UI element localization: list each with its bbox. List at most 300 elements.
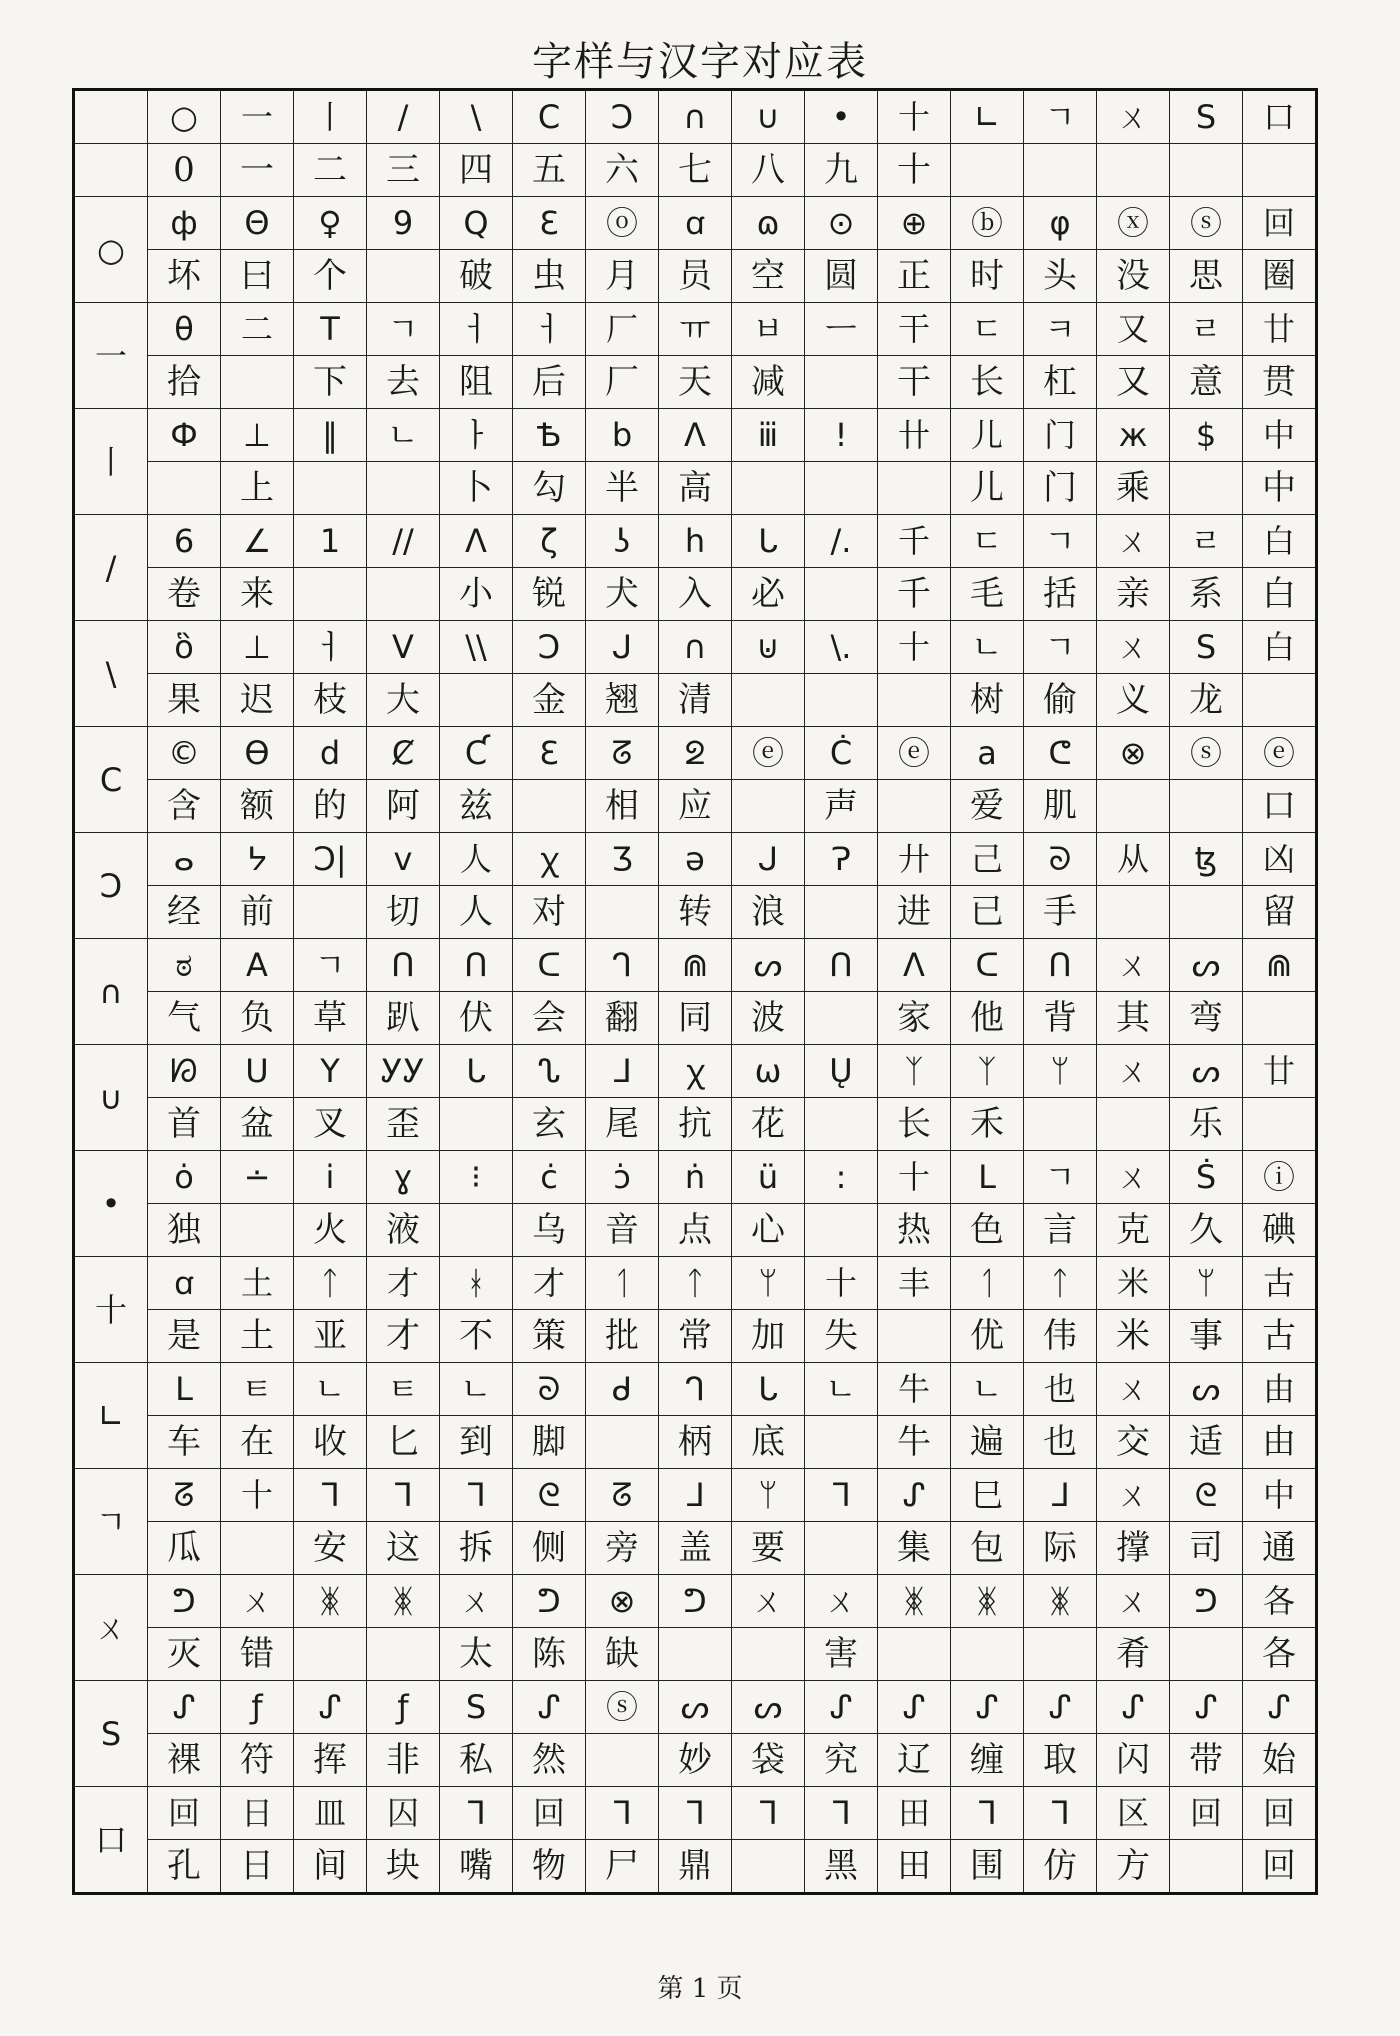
glyph-cell: 儿: [951, 409, 1024, 462]
glyph-cell: ㅓ: [440, 303, 513, 356]
hanzi-cell: [294, 462, 367, 515]
glyph-cell: ∪: [732, 90, 805, 144]
glyph-cell: 廿: [1243, 303, 1317, 356]
glyph-cell: ᔑ: [951, 1681, 1024, 1734]
hanzi-cell: 白: [1243, 568, 1317, 621]
hanzi-cell: [1170, 886, 1243, 939]
glyph-cell: ω: [732, 1045, 805, 1098]
glyph-cell: ㄴ: [951, 1363, 1024, 1416]
glyph-cell: Ċ: [805, 727, 878, 780]
glyph-cell: ᔕ: [1170, 1363, 1243, 1416]
hanzi-cell: [878, 780, 951, 833]
hanzi-cell: 毛: [951, 568, 1024, 621]
hanzi-cell: 亲: [1097, 568, 1170, 621]
glyph-cell: ṅ: [659, 1151, 732, 1204]
glyph-cell: ċ: [513, 1151, 586, 1204]
hanzi-cell: 月: [586, 250, 659, 303]
hanzi-cell: 适: [1170, 1416, 1243, 1469]
glyph-cell: ᛘ: [1170, 1257, 1243, 1310]
glyph-cell: 巳: [951, 1469, 1024, 1522]
hanzi-row: [74, 992, 1317, 1045]
glyph-cell: Ɔ: [586, 90, 659, 144]
glyph-cell: $: [1170, 409, 1243, 462]
glyph-cell: ü: [732, 1151, 805, 1204]
hanzi-cell: 久: [1170, 1204, 1243, 1257]
glyph-cell: ꜩ: [1170, 833, 1243, 886]
hanzi-cell: 花: [732, 1098, 805, 1151]
glyph-cell: ᒣ: [586, 1787, 659, 1840]
glyph-cell: 廿: [1243, 1045, 1317, 1098]
glyph-row: [74, 1787, 1317, 1840]
hanzi-cell: [805, 568, 878, 621]
glyph-row: [74, 939, 1317, 992]
glyph-cell: ᔑ: [1170, 1681, 1243, 1734]
hanzi-cell: 兹: [440, 780, 513, 833]
row-header-glyph: 丨: [74, 409, 148, 515]
glyph-cell: 中: [1243, 1469, 1317, 1522]
glyph-cell: Ų: [805, 1045, 878, 1098]
glyph-cell: 二: [221, 303, 294, 356]
glyph-cell: ᒍ: [732, 833, 805, 886]
glyph-cell: ᒣ: [659, 1787, 732, 1840]
hanzi-cell: 乐: [1170, 1098, 1243, 1151]
hanzi-cell: [805, 1416, 878, 1469]
glyph-cell: ᕤ: [513, 1575, 586, 1628]
hanzi-cell: 各: [1243, 1628, 1317, 1681]
hanzi-cell: 取: [1024, 1734, 1097, 1787]
hanzi-cell: 碘: [1243, 1204, 1317, 1257]
hanzi-cell: 卜: [440, 462, 513, 515]
glyph-cell: ㄨ: [1097, 1045, 1170, 1098]
hanzi-cell: 圈: [1243, 250, 1317, 303]
glyph-cell: ㅌ: [221, 1363, 294, 1416]
glyph-cell: ᛘ: [1024, 1045, 1097, 1098]
glyph-cell: ㅓ: [294, 621, 367, 674]
hanzi-cell: 安: [294, 1522, 367, 1575]
hanzi-cell: 拾: [148, 356, 221, 409]
glyph-cell: ㄨ: [805, 1575, 878, 1628]
glyph-cell: ㄨ: [440, 1575, 513, 1628]
hanzi-cell: 收: [294, 1416, 367, 1469]
glyph-row: [74, 1575, 1317, 1628]
glyph-cell: ɣ: [367, 1151, 440, 1204]
glyph-cell: ᘔ: [586, 1469, 659, 1522]
hanzi-cell: 没: [1097, 250, 1170, 303]
glyph-cell: 人: [440, 833, 513, 886]
hanzi-cell: 孔: [148, 1840, 221, 1894]
hanzi-cell: 音: [586, 1204, 659, 1257]
hanzi-cell: [221, 356, 294, 409]
glyph-cell: ƒ: [221, 1681, 294, 1734]
hanzi-row: [74, 1098, 1317, 1151]
hanzi-cell: 六: [586, 144, 659, 197]
glyph-row: [74, 833, 1317, 886]
hanzi-cell: 禾: [951, 1098, 1024, 1151]
glyph-cell: ㅓ: [513, 303, 586, 356]
glyph-cell: Ɂ: [805, 833, 878, 886]
hanzi-cell: 四: [440, 144, 513, 197]
row-header-glyph: C: [74, 727, 148, 833]
hanzi-cell: 旁: [586, 1522, 659, 1575]
glyph-cell: ɷ: [732, 197, 805, 250]
glyph-cell: ᒧ: [659, 1469, 732, 1522]
hanzi-cell: 挥: [294, 1734, 367, 1787]
glyph-cell: ᔑ: [1243, 1681, 1317, 1734]
glyph-cell: ᑕ: [513, 939, 586, 992]
hanzi-cell: 害: [805, 1628, 878, 1681]
hanzi-cell: 米: [1097, 1310, 1170, 1363]
glyph-cell: ζ: [513, 515, 586, 568]
hanzi-cell: [1170, 462, 1243, 515]
hanzi-cell: [1170, 1840, 1243, 1894]
hanzi-cell: 干: [878, 356, 951, 409]
hanzi-cell: 始: [1243, 1734, 1317, 1787]
hanzi-cell: 同: [659, 992, 732, 1045]
glyph-cell: ᛤ: [294, 1575, 367, 1628]
hanzi-cell: [951, 144, 1024, 197]
glyph-cell: ⊥: [221, 409, 294, 462]
glyph-cell: ᕤ: [659, 1575, 732, 1628]
glyph-cell: 土: [221, 1257, 294, 1310]
glyph-cell: Θ: [221, 197, 294, 250]
glyph-cell: ⓔ: [732, 727, 805, 780]
hanzi-cell: [148, 462, 221, 515]
glyph-cell: ᐱ: [878, 939, 951, 992]
glyph-cell: ⊍: [732, 621, 805, 674]
row-header-glyph: ○: [74, 197, 148, 303]
glyph-cell: Ƈ: [440, 727, 513, 780]
glyph-cell: Ɔ|: [294, 833, 367, 886]
hanzi-row: [74, 1204, 1317, 1257]
hanzi-cell: [1097, 144, 1170, 197]
glyph-cell: 白: [1243, 515, 1317, 568]
hanzi-cell: [367, 462, 440, 515]
hanzi-cell: [805, 1522, 878, 1575]
hanzi-cell: 思: [1170, 250, 1243, 303]
hanzi-cell: 符: [221, 1734, 294, 1787]
hanzi-cell: 括: [1024, 568, 1097, 621]
glyph-cell: T: [294, 303, 367, 356]
hanzi-cell: 匕: [367, 1416, 440, 1469]
glyph-cell: ㄱ: [1024, 621, 1097, 674]
hanzi-cell: 个: [294, 250, 367, 303]
hanzi-cell: 天: [659, 356, 732, 409]
glyph-cell: ᒉ: [586, 939, 659, 992]
glyph-cell: ᔑ: [1024, 1681, 1097, 1734]
glyph-cell: ㄨ: [1097, 1363, 1170, 1416]
hanzi-cell: 坏: [148, 250, 221, 303]
glyph-cell: ᘐ: [1024, 833, 1097, 886]
glyph-cell: 千: [878, 515, 951, 568]
hanzi-row: [74, 1628, 1317, 1681]
hanzi-cell: 时: [951, 250, 1024, 303]
glyph-cell: ᑎ: [440, 939, 513, 992]
glyph-cell: A: [221, 939, 294, 992]
hanzi-cell: 热: [878, 1204, 951, 1257]
glyph-cell: ᔕ: [1170, 939, 1243, 992]
glyph-cell: 回: [1243, 1787, 1317, 1840]
glyph-cell: Y: [294, 1045, 367, 1098]
hanzi-cell: 撑: [1097, 1522, 1170, 1575]
hanzi-cell: 九: [805, 144, 878, 197]
glyph-cell: ᔑ: [805, 1681, 878, 1734]
glyph-cell: 田: [878, 1787, 951, 1840]
glyph-cell: ⓢ: [1170, 197, 1243, 250]
hanzi-cell: 翘: [586, 674, 659, 727]
glyph-cell: ⊙: [805, 197, 878, 250]
hanzi-cell: 伏: [440, 992, 513, 1045]
hanzi-cell: 通: [1243, 1522, 1317, 1575]
glyph-cell: ᘐ: [513, 1363, 586, 1416]
glyph-cell: ⊥: [221, 621, 294, 674]
hanzi-cell: 集: [878, 1522, 951, 1575]
hanzi-cell: 虫: [513, 250, 586, 303]
hanzi-cell: 背: [1024, 992, 1097, 1045]
glyph-cell: ♀: [294, 197, 367, 250]
glyph-cell: ⋒: [659, 939, 732, 992]
hanzi-row: [74, 568, 1317, 621]
hanzi-cell: [1243, 144, 1317, 197]
hanzi-cell: [878, 462, 951, 515]
glyph-cell: Ɛ: [513, 727, 586, 780]
hanzi-cell: 加: [732, 1310, 805, 1363]
hanzi-cell: 色: [951, 1204, 1024, 1257]
glyph-cell: ᎩᎩ: [367, 1045, 440, 1098]
hanzi-cell: 五: [513, 144, 586, 197]
hanzi-cell: 袋: [732, 1734, 805, 1787]
glyph-cell: ᕦ: [1024, 727, 1097, 780]
glyph-cell: ㄨ: [1097, 1575, 1170, 1628]
glyph-cell: ∟: [951, 90, 1024, 144]
glyph-cell: Ͻ: [513, 621, 586, 674]
page-title: 字样与汉字对应表: [532, 39, 868, 85]
row-header-glyph: ∪: [74, 1045, 148, 1151]
glyph-cell: ㄷ: [951, 515, 1024, 568]
glyph-cell: ᔕ: [659, 1681, 732, 1734]
glyph-cell: ㅌ: [367, 1363, 440, 1416]
glyph-cell: ⋒: [1243, 939, 1317, 992]
glyph-cell: ᑕ: [951, 939, 1024, 992]
glyph-cell: /: [367, 90, 440, 144]
hanzi-cell: 车: [148, 1416, 221, 1469]
hanzi-cell: [1170, 1628, 1243, 1681]
glyph-cell: ㄴ: [805, 1363, 878, 1416]
glyph-cell: 回: [148, 1787, 221, 1840]
hanzi-cell: 千: [878, 568, 951, 621]
hanzi-cell: 三: [367, 144, 440, 197]
hanzi-cell: 十: [878, 144, 951, 197]
hanzi-cell: 黑: [805, 1840, 878, 1894]
hanzi-cell: [221, 1522, 294, 1575]
hanzi-cell: 裸: [148, 1734, 221, 1787]
glyph-cell: ㄨ: [1097, 939, 1170, 992]
hanzi-cell: 抗: [659, 1098, 732, 1151]
hanzi-cell: [805, 356, 878, 409]
hanzi-cell: 会: [513, 992, 586, 1045]
glyph-cell: ᒣ: [732, 1787, 805, 1840]
glyph-cell: ᛏ: [659, 1257, 732, 1310]
hanzi-cell: [1097, 886, 1170, 939]
hanzi-cell: [805, 674, 878, 727]
glyph-row: [74, 1363, 1317, 1416]
hanzi-cell: 土: [221, 1310, 294, 1363]
hanzi-cell: 系: [1170, 568, 1243, 621]
hanzi-cell: [878, 674, 951, 727]
glyph-cell: 丰: [878, 1257, 951, 1310]
hanzi-cell: 瓜: [148, 1522, 221, 1575]
glyph-cell: 干: [878, 303, 951, 356]
glyph-cell: ᘓ: [1170, 1469, 1243, 1522]
glyph-cell: 米: [1097, 1257, 1170, 1310]
hanzi-cell: [732, 462, 805, 515]
glyph-cell: ಠ: [148, 939, 221, 992]
glyph-cell: 古: [1243, 1257, 1317, 1310]
hanzi-cell: [732, 1628, 805, 1681]
hanzi-cell: 入: [659, 568, 732, 621]
row-header-glyph: ∟: [74, 1363, 148, 1469]
hanzi-cell: 伟: [1024, 1310, 1097, 1363]
hanzi-cell: [1024, 1098, 1097, 1151]
glyph-cell: 1: [294, 515, 367, 568]
glyph-cell: /.: [805, 515, 878, 568]
glyph-cell: ж: [1097, 409, 1170, 462]
hanzi-cell: [805, 886, 878, 939]
hanzi-cell: 半: [586, 462, 659, 515]
hanzi-row: [74, 780, 1317, 833]
hanzi-cell: 已: [951, 886, 1024, 939]
glyph-row: [74, 197, 1317, 250]
hanzi-cell: [1170, 780, 1243, 833]
glyph-cell: ᛏ: [1024, 1257, 1097, 1310]
hanzi-cell: 也: [1024, 1416, 1097, 1469]
hanzi-cell: 要: [732, 1522, 805, 1575]
hanzi-cell: 口: [1243, 780, 1317, 833]
glyph-cell: ф: [148, 197, 221, 250]
glyph-cell: ᒪ: [148, 1363, 221, 1416]
glyph-row: [74, 621, 1317, 674]
hanzi-cell: 大: [367, 674, 440, 727]
glyph-cell: ㄱ: [294, 939, 367, 992]
hanzi-row: [74, 250, 1317, 303]
glyph-cell: a: [951, 727, 1024, 780]
glyph-cell: ᚼ: [440, 1257, 513, 1310]
glyph-cell: 门: [1024, 409, 1097, 462]
hanzi-cell: 批: [586, 1310, 659, 1363]
hanzi-cell: 侧: [513, 1522, 586, 1575]
hanzi-cell: 厂: [586, 356, 659, 409]
hanzi-cell: [586, 1416, 659, 1469]
glyph-cell: ᘖ: [659, 727, 732, 780]
hanzi-cell: [440, 1204, 513, 1257]
glyph-cell: ∸: [221, 1151, 294, 1204]
glyph-cell: ᛤ: [878, 1575, 951, 1628]
hanzi-cell: 才: [367, 1310, 440, 1363]
hanzi-cell: 常: [659, 1310, 732, 1363]
glyph-row: [74, 1681, 1317, 1734]
glyph-cell: 由: [1243, 1363, 1317, 1416]
hanzi-cell: [1097, 1098, 1170, 1151]
hanzi-cell: 一: [221, 144, 294, 197]
glyph-cell: 6: [148, 515, 221, 568]
glyph-cell: ∩: [659, 90, 732, 144]
hanzi-cell: 拆: [440, 1522, 513, 1575]
glyph-cell: ᒐ: [732, 515, 805, 568]
glyph-cell: ⴰ: [148, 833, 221, 886]
glyph-cell: ㅂ: [732, 303, 805, 356]
hanzi-cell: 包: [951, 1522, 1024, 1575]
glyph-cell: ᒣ: [951, 1787, 1024, 1840]
glyph-cell: ᒣ: [294, 1469, 367, 1522]
glyph-cell: ㄨ: [1097, 621, 1170, 674]
glyph-cell: ᒐ: [732, 1363, 805, 1416]
glyph-cell: 才: [367, 1257, 440, 1310]
glyph-cell: d: [294, 727, 367, 780]
hanzi-cell: 辽: [878, 1734, 951, 1787]
hanzi-cell: 柄: [659, 1416, 732, 1469]
hanzi-cell: 圆: [805, 250, 878, 303]
glyph-cell: ㄱ: [1024, 515, 1097, 568]
hanzi-cell: 嘴: [440, 1840, 513, 1894]
glyph-cell: ᛤ: [951, 1575, 1024, 1628]
glyph-cell: //: [367, 515, 440, 568]
row-header-glyph: S: [74, 1681, 148, 1787]
hanzi-cell: 阻: [440, 356, 513, 409]
character-correspondence-table: [72, 88, 1318, 1895]
glyph-cell: ᑌ: [221, 1045, 294, 1098]
hanzi-cell: [367, 250, 440, 303]
glyph-cell: ㄨ: [221, 1575, 294, 1628]
glyph-cell: :: [805, 1151, 878, 1204]
hanzi-cell: 块: [367, 1840, 440, 1894]
hanzi-cell: 破: [440, 250, 513, 303]
glyph-cell: ᕤ: [148, 1575, 221, 1628]
hanzi-cell: 失: [805, 1310, 878, 1363]
glyph-cell: 也: [1024, 1363, 1097, 1416]
hanzi-cell: 方: [1097, 1840, 1170, 1894]
glyph-cell: Ṡ: [1170, 1151, 1243, 1204]
hanzi-cell: 克: [1097, 1204, 1170, 1257]
glyph-row: [74, 1469, 1317, 1522]
hanzi-cell: 事: [1170, 1310, 1243, 1363]
hanzi-cell: 减: [732, 356, 805, 409]
glyph-cell: ᒣ: [1024, 1787, 1097, 1840]
hanzi-cell: [1243, 674, 1317, 727]
hanzi-cell: 必: [732, 568, 805, 621]
glyph-cell: 中: [1243, 409, 1317, 462]
hanzi-cell: 意: [1170, 356, 1243, 409]
glyph-cell: 十: [878, 621, 951, 674]
glyph-cell: Q: [440, 197, 513, 250]
hanzi-cell: 应: [659, 780, 732, 833]
glyph-cell: 9: [367, 197, 440, 250]
hanzi-cell: 到: [440, 1416, 513, 1469]
hanzi-cell: [805, 1098, 878, 1151]
hanzi-cell: 草: [294, 992, 367, 1045]
glyph-cell: 从: [1097, 833, 1170, 886]
hanzi-cell: 肌: [1024, 780, 1097, 833]
hanzi-cell: 手: [1024, 886, 1097, 939]
glyph-cell: ᔕ: [1170, 1045, 1243, 1098]
glyph-cell: ㅠ: [659, 303, 732, 356]
hanzi-cell: [440, 1098, 513, 1151]
hanzi-cell: 来: [221, 568, 294, 621]
hanzi-cell: 爱: [951, 780, 1024, 833]
hanzi-row: [74, 1310, 1317, 1363]
glyph-cell: ᔑ: [878, 1681, 951, 1734]
glyph-cell: ⓑ: [951, 197, 1024, 250]
hanzi-cell: 金: [513, 674, 586, 727]
glyph-cell: ᒣ: [367, 1469, 440, 1522]
